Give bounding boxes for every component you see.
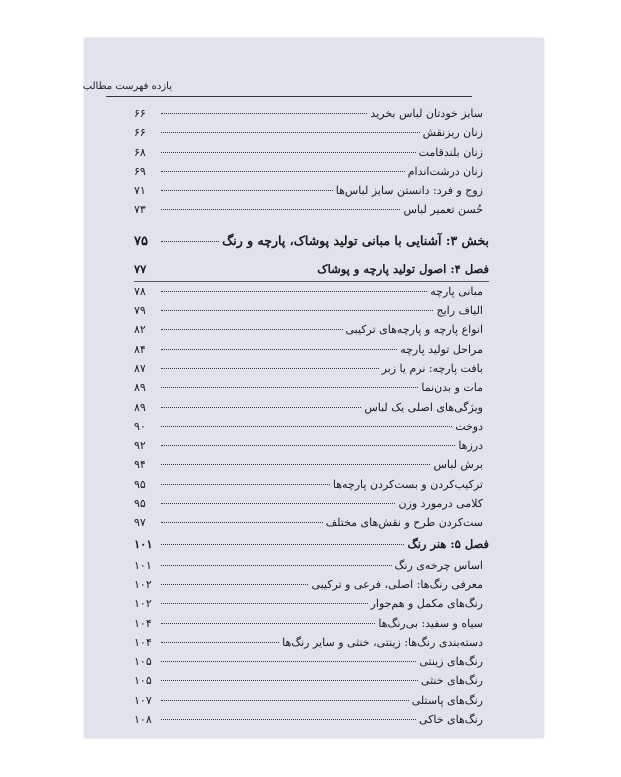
toc-entry[interactable] — [134, 652, 489, 671]
toc-entry[interactable] — [134, 475, 489, 494]
toc-entry-page: ۶۹ — [134, 164, 146, 178]
toc-entry[interactable] — [134, 162, 489, 181]
toc-entry-text: زنان بلندقامت — [418, 145, 483, 159]
toc-entry-text: رنگ‌های خنثی — [420, 674, 483, 688]
toc-entry-text: انواع پارچه و پارچه‌های ترکیبی — [345, 323, 483, 337]
toc-entry-text: ویژگی‌های اصلی یک لباس — [364, 400, 483, 414]
chapter-page: ۷۷ — [134, 261, 147, 276]
leader-dots — [161, 574, 308, 585]
toc-entry-page: ۸۹ — [134, 400, 146, 414]
leader-dots — [161, 231, 219, 242]
leader-dots — [161, 103, 367, 114]
toc-entry-text: درزها — [458, 439, 483, 453]
section-title: بخش ۳: آشنایی با مبانی تولید پوشاک، پارچه و رنگ — [222, 232, 489, 248]
toc-entry[interactable] — [134, 575, 489, 594]
leader-dots — [161, 122, 420, 133]
toc-entry[interactable] — [134, 340, 489, 359]
toc-entry-text: زنان درشت‌اندام — [407, 164, 483, 178]
toc-entry-page: ۷۹ — [134, 304, 146, 318]
toc-entry-page: ۸۴ — [134, 342, 146, 356]
toc-entry-text: دسته‌بندی رنگ‌ها: زینتی، خنثی و سایر رنگ‌ها — [282, 635, 483, 649]
toc-entry-text: الیاف رایج — [436, 304, 483, 318]
toc-entry-text: برش لباس — [433, 458, 483, 472]
toc-entry-text: دوخت — [455, 419, 483, 433]
toc-entry-text: اساس چرخه‌ی رنگ — [394, 558, 483, 572]
chapter-title: فصل ۵: هنر رنگ — [407, 536, 489, 551]
toc-entry-text: بافت پارچه: نرم یا زبر — [381, 361, 483, 375]
toc-entry-page: ۱۰۴ — [134, 635, 152, 649]
toc-entry-text: معرفی رنگ‌ها: اصلی، فرعی و ترکیبی — [311, 577, 483, 591]
toc-entry-page: ۸۲ — [134, 323, 146, 337]
leader-dots — [161, 474, 330, 485]
toc-entry-page: ۸۹ — [134, 381, 146, 395]
leader-dots — [161, 454, 430, 465]
toc-entry-page: ۱۰۴ — [134, 616, 152, 630]
header-rule — [106, 96, 472, 97]
header-label — [77, 81, 178, 92]
toc-section-3[interactable] — [134, 224, 489, 258]
toc-entry-page: ۹۲ — [134, 439, 146, 453]
chapter-title: فصل ۴: اصول تولید پارچه و پوشاک — [317, 261, 489, 276]
toc-entry-text: ترکیب‌کردن و بست‌کردن پارچه‌ها — [332, 477, 483, 491]
leader-dots — [161, 493, 395, 504]
toc-entry[interactable] — [134, 398, 489, 417]
toc-entry[interactable] — [134, 691, 489, 710]
leader-dots — [161, 632, 279, 643]
leader-dots — [161, 199, 400, 210]
toc-entry-text: مبانی پارچه — [430, 284, 483, 298]
toc-entry[interactable] — [134, 282, 489, 301]
toc-entry-text: ست‌کردن طرح و نقش‌های مختلف — [325, 516, 483, 530]
leader-dots — [161, 613, 375, 624]
leader-dots — [161, 555, 392, 566]
toc-entry[interactable] — [134, 633, 489, 652]
table-of-contents — [134, 104, 489, 729]
header-page-name: یازده — [151, 81, 172, 92]
toc-entry-page: ۶۸ — [134, 145, 146, 159]
toc-entry-text: زنان ریزنقش — [422, 126, 483, 140]
toc-entry-page: ۸۷ — [134, 361, 146, 375]
toc-entry[interactable] — [134, 143, 489, 162]
toc-entry-text: مات و بدن‌نما — [421, 381, 483, 395]
book-page — [84, 38, 544, 738]
leader-dots — [161, 651, 416, 662]
toc-entry-page: ۹۰ — [134, 419, 146, 433]
toc-entry[interactable] — [134, 301, 489, 320]
toc-entry-text: حُسن تعمیر لباس — [403, 203, 483, 217]
toc-entry-page: ۹۴ — [134, 458, 146, 472]
toc-chapter-5[interactable] — [134, 533, 489, 556]
toc-entry-text: رنگ‌های زینتی — [419, 655, 483, 669]
toc-entry-page: ۹۵ — [134, 477, 146, 491]
toc-entry-page: ۹۵ — [134, 497, 146, 511]
toc-entry-page: ۱۰۵ — [134, 674, 152, 688]
toc-entry[interactable] — [134, 494, 489, 513]
leader-dots — [161, 709, 416, 720]
leader-dots — [161, 512, 323, 523]
leader-dots — [161, 358, 379, 369]
toc-entry[interactable] — [134, 200, 489, 219]
leader-dots — [161, 161, 405, 172]
toc-entry-text: سیاه و سفید: بی‌رنگ‌ها — [378, 616, 483, 630]
toc-entry-page: ۱۰۷ — [134, 693, 152, 707]
toc-entry[interactable] — [134, 671, 489, 690]
toc-entry-page: ۱۰۵ — [134, 655, 152, 669]
leader-dots — [161, 397, 361, 408]
toc-entry[interactable] — [134, 417, 489, 436]
toc-entry-page: ۶۶ — [134, 126, 146, 140]
leader-dots — [161, 142, 416, 153]
toc-entry[interactable] — [134, 104, 489, 123]
toc-entry[interactable] — [134, 436, 489, 455]
header-title: فهرست مطالب — [82, 81, 149, 92]
page-header — [84, 38, 544, 100]
toc-entry[interactable] — [134, 378, 489, 397]
toc-entry[interactable] — [134, 614, 489, 633]
toc-entry[interactable] — [134, 556, 489, 575]
leader-dots — [161, 690, 409, 701]
toc-entry[interactable] — [134, 181, 489, 200]
leader-dots — [161, 281, 427, 292]
toc-chapter-4[interactable] — [134, 258, 489, 282]
toc-entry[interactable] — [134, 710, 489, 729]
section-page: ۷۵ — [134, 233, 148, 249]
leader-dots — [161, 377, 418, 388]
toc-entry-text: سایز خودتان لباس بخرید — [370, 107, 483, 120]
toc-entry[interactable] — [134, 359, 489, 378]
leader-dots — [161, 534, 404, 545]
leader-space — [161, 260, 314, 270]
leader-dots — [161, 300, 433, 311]
toc-entry-page: ۱۰۸ — [134, 713, 152, 727]
toc-entry-page: ۱۰۲ — [134, 597, 152, 611]
leader-dots — [161, 593, 368, 604]
toc-entry[interactable] — [134, 123, 489, 142]
toc-entry-text: رنگ‌های مکمل و هم‌جوار — [370, 597, 483, 611]
toc-entry[interactable] — [134, 594, 489, 613]
leader-dots — [161, 416, 452, 427]
toc-entry-page: ۷۳ — [134, 203, 146, 217]
leader-dots — [161, 670, 418, 681]
toc-entry-text: مراحل تولید پارچه — [400, 342, 483, 356]
leader-dots — [161, 339, 397, 350]
toc-entry[interactable] — [134, 455, 489, 474]
toc-entry-text: کلامی درمورد وزن — [398, 497, 483, 511]
leader-dots — [161, 180, 333, 191]
toc-entry-page: ۶۶ — [134, 107, 146, 120]
toc-entry-page: ۱۰۲ — [134, 577, 152, 591]
toc-entry-page: ۷۱ — [134, 184, 146, 198]
chapter-page: ۱۰۱ — [134, 536, 153, 551]
toc-entry[interactable] — [134, 513, 489, 532]
toc-entry[interactable] — [134, 320, 489, 339]
toc-entry-page: ۹۷ — [134, 516, 146, 530]
toc-entry-text: زوج و فرد: دانستن سایز لباس‌ها — [335, 184, 483, 198]
toc-entry-page: ۷۸ — [134, 284, 146, 298]
toc-entry-page: ۱۰۱ — [134, 558, 152, 572]
leader-dots — [161, 435, 455, 446]
toc-entry-text: رنگ‌های پاستلی — [411, 693, 483, 707]
leader-dots — [161, 319, 343, 330]
toc-entry-text: رنگ‌های خاکی — [418, 713, 483, 727]
